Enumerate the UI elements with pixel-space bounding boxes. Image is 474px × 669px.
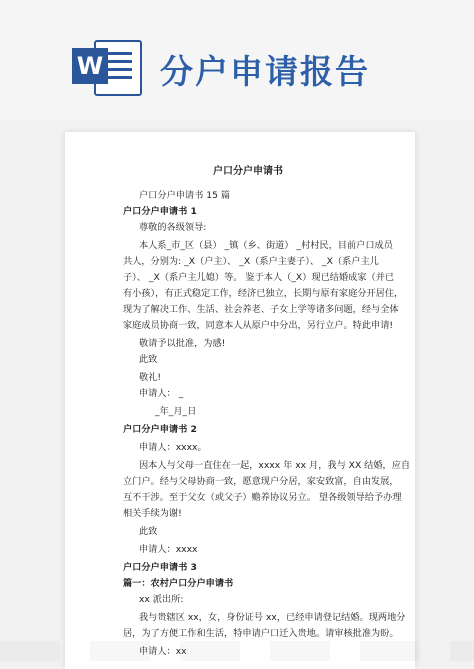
banner-title: 分户申请报告 <box>160 52 370 91</box>
section-heading: 户口分户申请书 1 <box>123 206 197 217</box>
doc-line: 现为了解决工作、生活、社会养老、子女上学等诸多问题，经与全体 <box>123 304 399 315</box>
word-document-icon <box>72 36 140 96</box>
section-heading: 户口分户申请书 3 <box>123 562 197 573</box>
doc-line: _年_月_日 <box>155 406 197 417</box>
doc-line: 申请人： _ <box>139 388 184 399</box>
doc-line: 共人，分别为: _X（户主）、 _X（系户主妻子）、 _X（系户主儿 <box>123 256 379 267</box>
doc-line: 申请人：xxxx。 <box>139 442 207 453</box>
doc-line: 有小孩），有正式稳定工作，经济已独立，长期与原有家庭分开居住， <box>123 288 404 299</box>
word-letter-badge: W <box>72 48 108 84</box>
doc-line: 申请人：xxxx <box>139 544 198 555</box>
word-text-line <box>106 68 132 71</box>
watermark-strip <box>0 641 474 661</box>
doc-line: 敬请予以批准，为感! <box>139 338 226 349</box>
doc-line: 申请人：xx <box>139 646 187 657</box>
word-text-line <box>106 76 132 79</box>
document-title: 户口分户申请书 <box>213 166 283 177</box>
doc-line: 相关手续为谢! <box>123 508 182 519</box>
doc-line: 此致 <box>139 526 158 537</box>
doc-line: 家庭成员协商一致，同意本人从原户中分出，另行立户。特此申请! <box>123 320 394 331</box>
section-heading: 户口分户申请书 2 <box>123 424 197 435</box>
doc-line: 互不干涉。至于父女（或父子）赡养协议另立。 望各级领导给予办理 <box>123 492 402 503</box>
doc-line: 子）、 _X（系户主儿媳）等。 鉴于本人（_X）现已结婚成家（并已 <box>123 272 395 283</box>
doc-line: 本人系_市_区（县） _镇（乡、街道） _村村民，目前户口成员 <box>139 240 393 251</box>
word-text-line <box>106 60 132 63</box>
section-subheading: 篇一：农村户口分户申请书 <box>123 578 234 589</box>
doc-line: 居，为了方便工作和生活，特申请户口迁入贵地。请审核批准为盼。 <box>123 628 399 639</box>
banner-header <box>0 0 474 120</box>
doc-line: 敬礼! <box>139 372 162 383</box>
doc-line: xx 派出所: <box>139 594 184 605</box>
doc-line: 此致 <box>139 354 158 365</box>
word-text-line <box>106 52 132 55</box>
doc-line: 户口分户申请书 15 篇 <box>139 190 231 201</box>
doc-line: 尊敬的各级领导: <box>139 222 207 233</box>
doc-line: 因本人与父母一直住在一起，xxxx 年 xx 月，我与 XX 结婚，应自 <box>139 460 411 471</box>
doc-line: 我与贵辖区 xx，女，身份证号 xx，已经申请登记结婚。现两地分 <box>139 612 406 623</box>
document-page <box>65 132 415 669</box>
doc-line: 立门户。经与父母协商一致，愿意现户分居，家安致富，自由发展， <box>123 476 399 487</box>
